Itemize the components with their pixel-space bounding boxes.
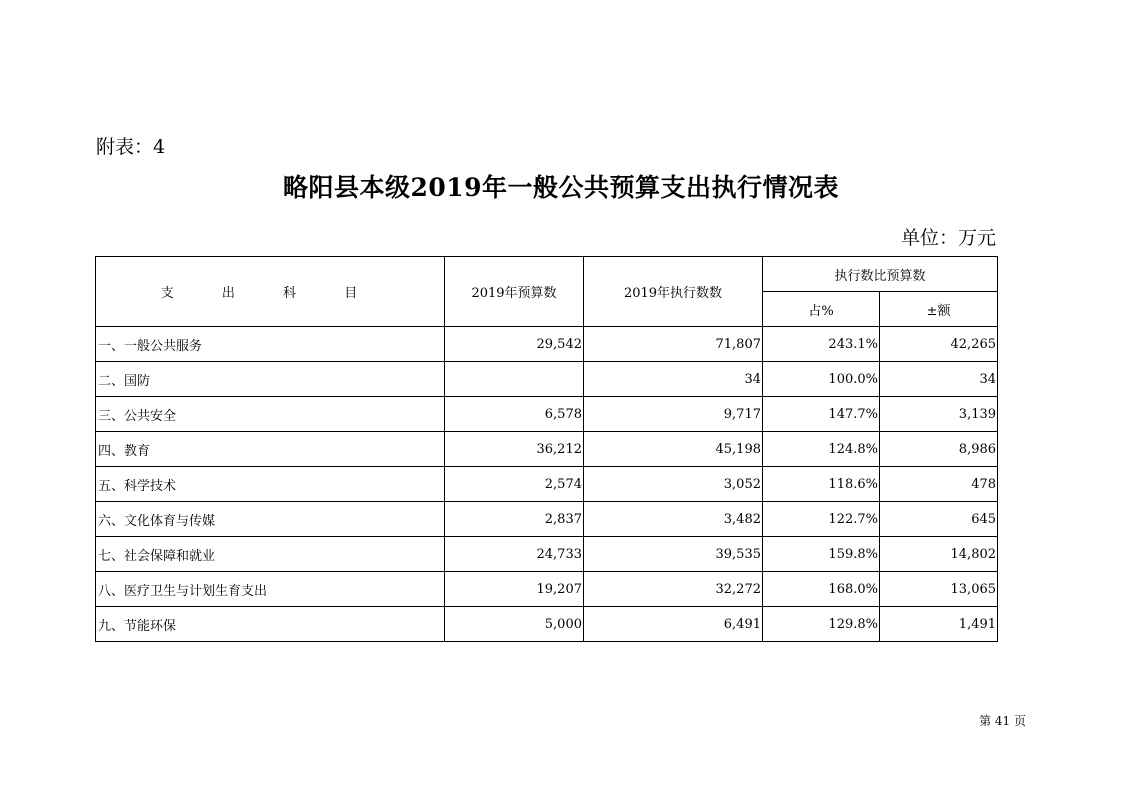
row-actual: 9,717 xyxy=(584,397,763,432)
row-diff: 13,065 xyxy=(880,572,998,607)
row-budget: 2,574 xyxy=(445,467,584,502)
row-budget: 2,837 xyxy=(445,502,584,537)
table-row xyxy=(96,362,998,397)
row-subject: 六、文化体育与传媒 xyxy=(96,502,445,537)
document-title: 略阳县本级2019年一般公共预算支出执行情况表 xyxy=(282,173,840,202)
table-row xyxy=(96,467,998,502)
page-number: 第 41 页 xyxy=(979,714,1026,728)
row-actual: 71,807 xyxy=(584,327,763,362)
column-header-budget: 2019年预算数 xyxy=(445,257,584,327)
row-pct: 124.8% xyxy=(763,432,880,467)
row-subject: 三、公共安全 xyxy=(96,397,445,432)
attachment-label: 附表：4 xyxy=(96,136,166,158)
budget-table xyxy=(95,256,998,642)
table-row xyxy=(96,537,998,572)
unit-label: 单位：万元 xyxy=(900,227,996,249)
table-row xyxy=(96,327,998,362)
row-budget: 5,000 xyxy=(445,607,584,642)
row-diff: 3,139 xyxy=(880,397,998,432)
row-pct: 243.1% xyxy=(763,327,880,362)
column-header-pct: 占% xyxy=(763,292,880,327)
row-subject: 七、社会保障和就业 xyxy=(96,537,445,572)
row-budget xyxy=(445,362,584,397)
row-actual: 6,491 xyxy=(584,607,763,642)
row-pct: 129.8% xyxy=(763,607,880,642)
row-diff: 645 xyxy=(880,502,998,537)
row-actual: 32,272 xyxy=(584,572,763,607)
row-actual: 39,535 xyxy=(584,537,763,572)
column-header-actual: 2019年执行数数 xyxy=(584,257,763,327)
row-diff: 1,491 xyxy=(880,607,998,642)
row-subject: 九、节能环保 xyxy=(96,607,445,642)
row-actual: 34 xyxy=(584,362,763,397)
table-row xyxy=(96,607,998,642)
row-budget: 24,733 xyxy=(445,537,584,572)
row-diff: 34 xyxy=(880,362,998,397)
row-budget: 6,578 xyxy=(445,397,584,432)
column-header-diff: ±额 xyxy=(880,292,998,327)
row-pct: 118.6% xyxy=(763,467,880,502)
table-row xyxy=(96,572,998,607)
row-subject: 二、国防 xyxy=(96,362,445,397)
row-pct: 100.0% xyxy=(763,362,880,397)
row-subject: 四、教育 xyxy=(96,432,445,467)
row-budget: 29,542 xyxy=(445,327,584,362)
row-diff: 478 xyxy=(880,467,998,502)
table-row xyxy=(96,432,998,467)
column-header-subject: 支 出 科 目 xyxy=(96,257,445,327)
row-diff: 8,986 xyxy=(880,432,998,467)
column-header-compare-group: 执行数比预算数 xyxy=(763,257,998,292)
table-row xyxy=(96,397,998,432)
row-subject: 五、科学技术 xyxy=(96,467,445,502)
row-budget: 19,207 xyxy=(445,572,584,607)
table-row xyxy=(96,502,998,537)
row-diff: 14,802 xyxy=(880,537,998,572)
row-subject: 八、医疗卫生与计划生育支出 xyxy=(96,572,445,607)
row-pct: 147.7% xyxy=(763,397,880,432)
table-header-row xyxy=(96,257,998,292)
row-actual: 3,482 xyxy=(584,502,763,537)
row-pct: 122.7% xyxy=(763,502,880,537)
row-pct: 159.8% xyxy=(763,537,880,572)
row-diff: 42,265 xyxy=(880,327,998,362)
row-subject: 一、一般公共服务 xyxy=(96,327,445,362)
row-pct: 168.0% xyxy=(763,572,880,607)
row-actual: 3,052 xyxy=(584,467,763,502)
row-actual: 45,198 xyxy=(584,432,763,467)
row-budget: 36,212 xyxy=(445,432,584,467)
